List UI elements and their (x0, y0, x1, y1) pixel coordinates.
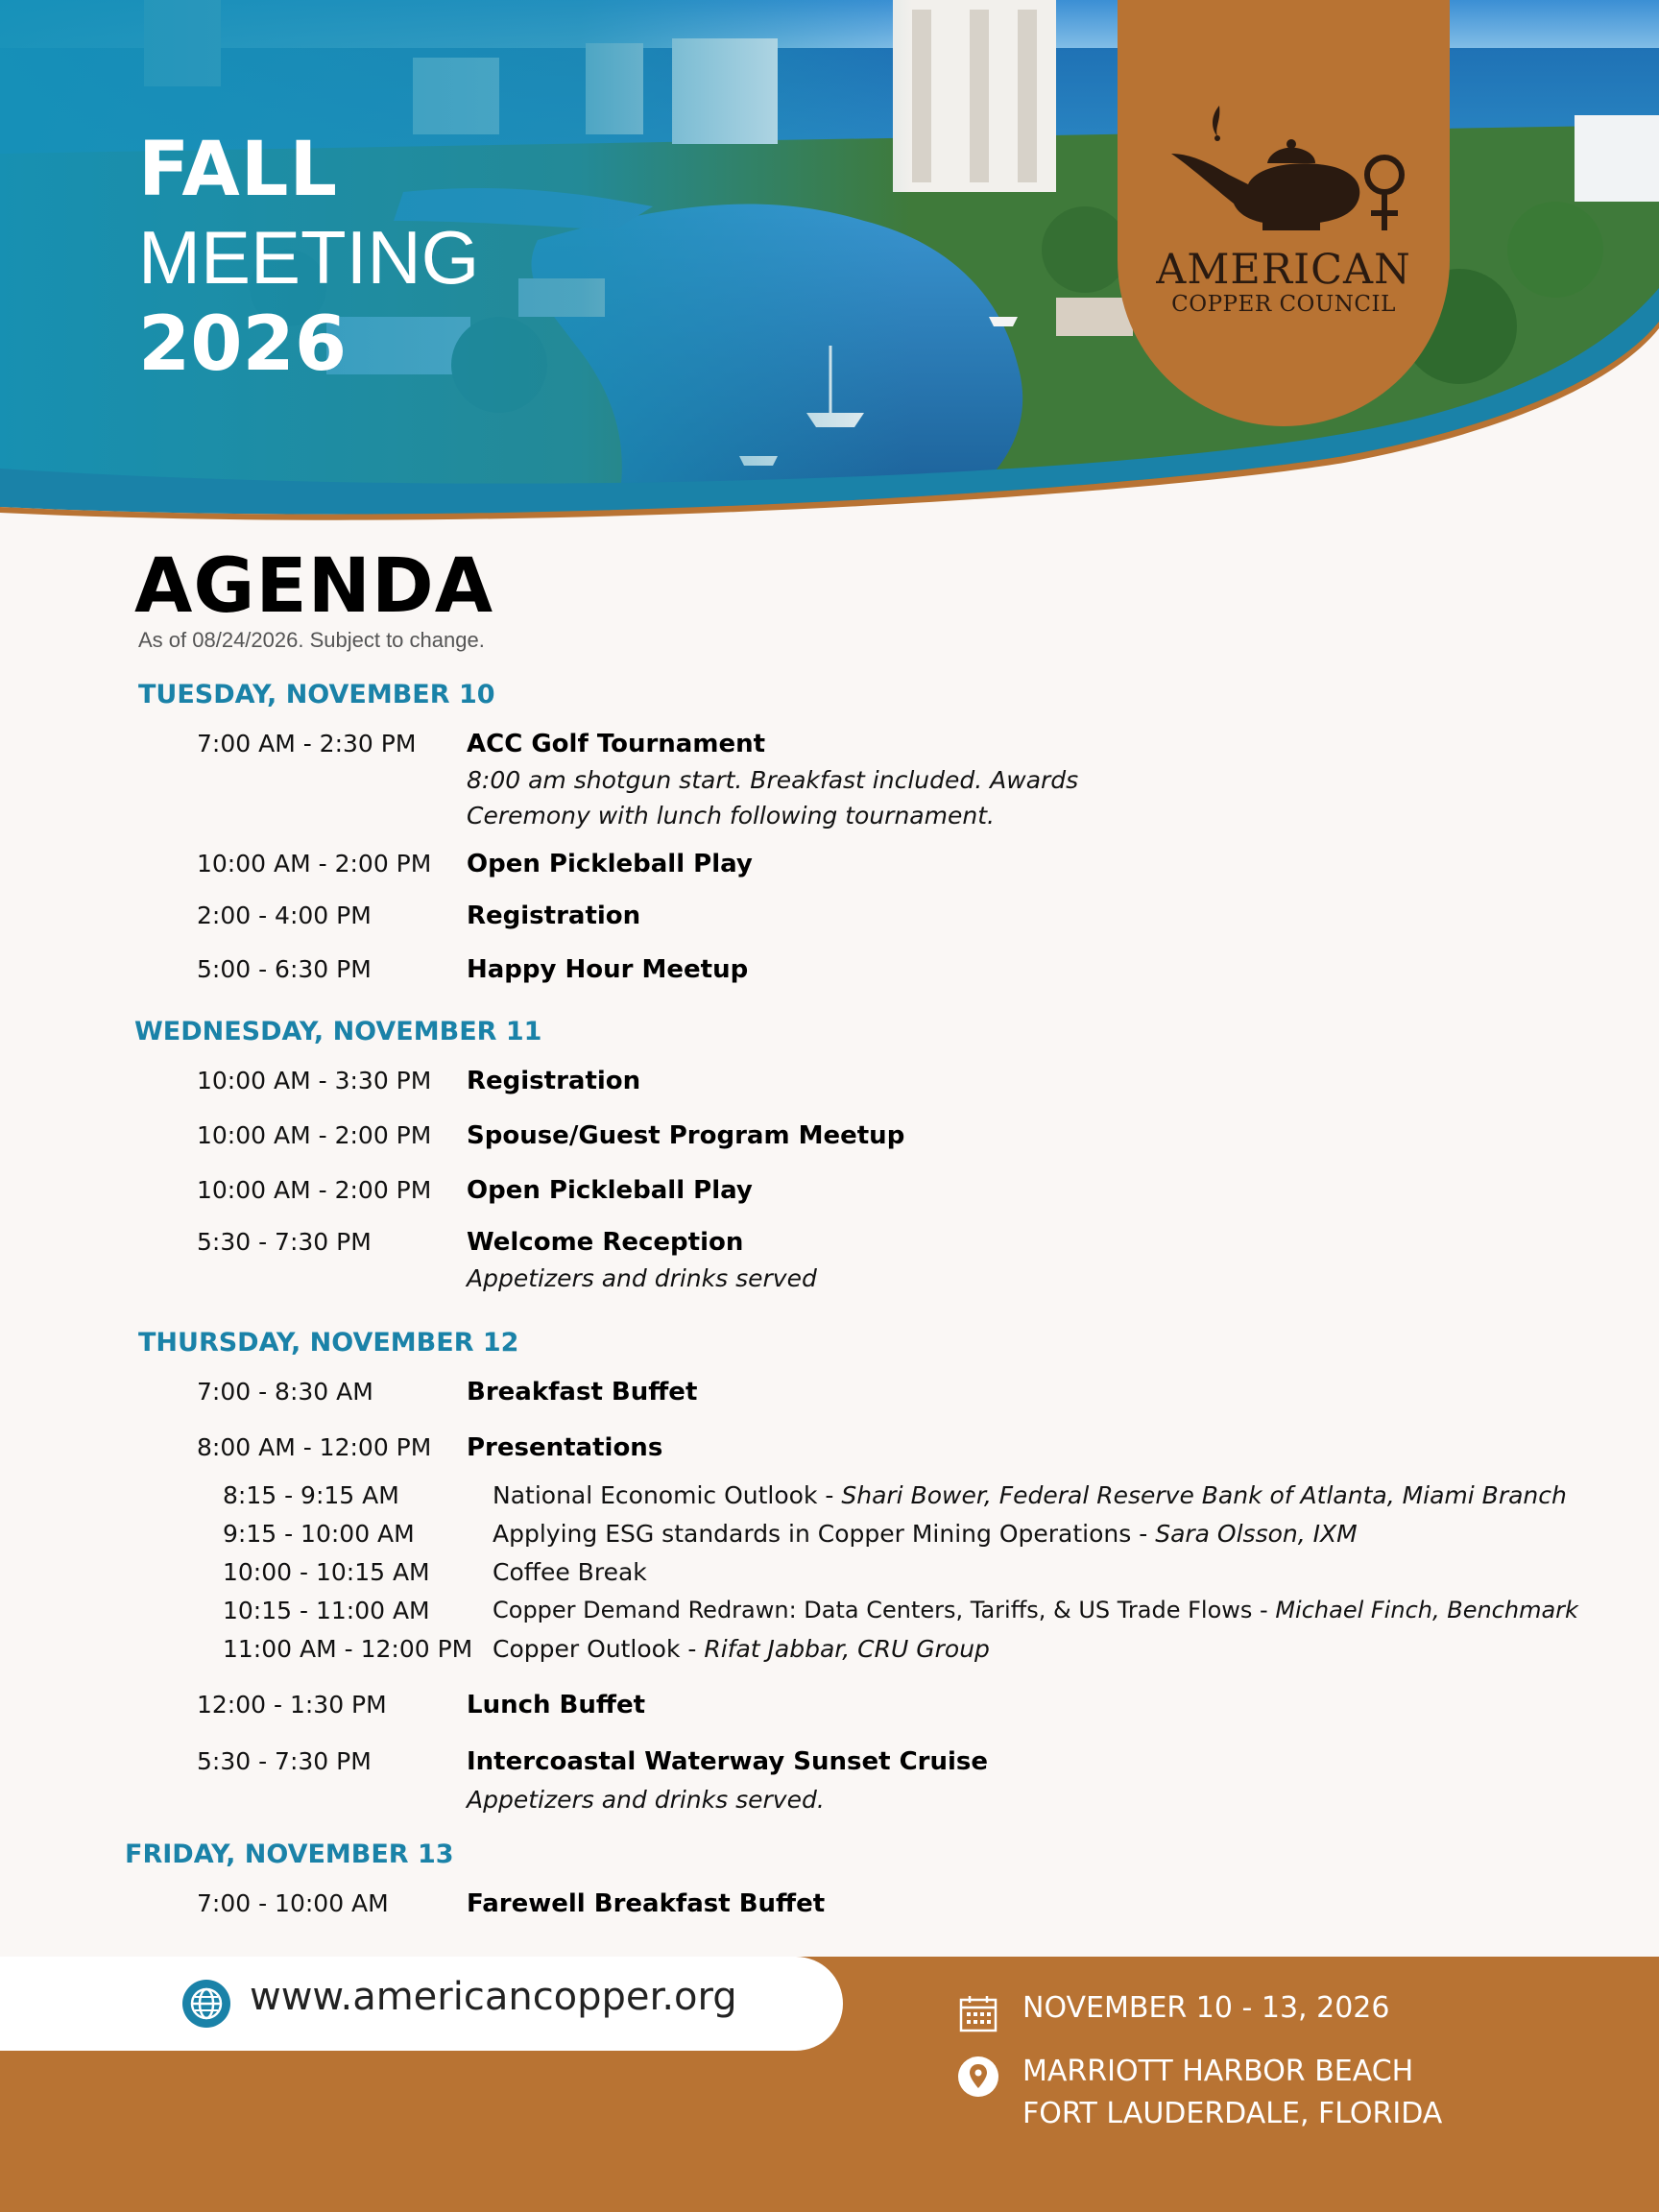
presentation-title (493, 1481, 1567, 1509)
event-title: Registration (467, 902, 641, 930)
event-title-year: 2026 (138, 301, 348, 388)
presentation-topic: Copper Outlook (493, 1635, 681, 1663)
presentation-topic: Coffee Break (493, 1558, 647, 1586)
logo-text-american: AMERICAN (1156, 246, 1411, 294)
event-title: Spouse/Guest Program Meetup (467, 1121, 905, 1150)
event-time: 5:30 - 7:30 PM (197, 1747, 372, 1775)
presentation-speaker: Michael Finch, Benchmark (1275, 1597, 1578, 1623)
event-dates: NOVEMBER 10 - 13, 2026 (1022, 1991, 1390, 2025)
presentation-time: 11:00 AM - 12:00 PM (223, 1635, 473, 1663)
calendar-icon (958, 1993, 998, 2033)
event-time: 10:00 AM - 2:00 PM (197, 1176, 432, 1204)
presentation-time: 9:15 - 10:00 AM (223, 1520, 415, 1548)
hero-banner (0, 0, 1659, 538)
presentation-separator: - (1252, 1597, 1276, 1623)
presentation-time: 10:15 - 11:00 AM (223, 1597, 430, 1624)
day-heading-tuesday: TUESDAY, NOVEMBER 10 (138, 680, 495, 709)
presentation-title (493, 1558, 647, 1586)
presentation-separator: - (680, 1635, 705, 1663)
event-time: 2:00 - 4:00 PM (197, 902, 372, 929)
event-title: Farewell Breakfast Buffet (467, 1889, 826, 1918)
event-title: Intercoastal Waterway Sunset Cruise (467, 1747, 989, 1776)
presentation-topic: National Economic Outlook (493, 1481, 818, 1509)
presentation-title (493, 1597, 1578, 1623)
event-title-meeting: MEETING (138, 215, 480, 300)
presentation-topic: Applying ESG standards in Copper Mining Operations (493, 1520, 1132, 1548)
agenda-note: As of 08/24/2026. Subject to change. (138, 628, 485, 652)
event-time: 5:00 - 6:30 PM (197, 955, 372, 983)
event-time: 10:00 AM - 2:00 PM (197, 1121, 432, 1149)
event-title: Lunch Buffet (467, 1691, 646, 1719)
presentation-time: 10:00 - 10:15 AM (223, 1558, 430, 1586)
event-title: Presentations (467, 1433, 663, 1462)
presentation-title (493, 1635, 990, 1663)
event-title: Open Pickleball Play (467, 1176, 753, 1205)
day-heading-wednesday: WEDNESDAY, NOVEMBER 11 (134, 1017, 542, 1046)
day-heading-thursday: THURSDAY, NOVEMBER 12 (138, 1328, 519, 1358)
event-time: 10:00 AM - 2:00 PM (197, 850, 432, 878)
presentation-speaker: Rifat Jabbar, CRU Group (704, 1635, 990, 1663)
presentation-title (493, 1520, 1358, 1548)
location-pin-icon (958, 2056, 998, 2097)
event-time: 5:30 - 7:30 PM (197, 1228, 372, 1256)
event-time: 8:00 AM - 12:00 PM (197, 1433, 432, 1461)
venue-name: MARRIOTT HARBOR BEACH (1022, 2055, 1414, 2088)
event-title: Breakfast Buffet (467, 1378, 698, 1407)
event-time: 7:00 AM - 2:30 PM (197, 730, 417, 757)
day-heading-friday: FRIDAY, NOVEMBER 13 (125, 1839, 454, 1869)
agenda-heading: AGENDA (134, 543, 494, 630)
event-title: Open Pickleball Play (467, 850, 753, 878)
event-time: 7:00 - 10:00 AM (197, 1889, 389, 1917)
event-title (138, 127, 479, 388)
logo-text-copper-council: COPPER COUNCIL (1171, 292, 1396, 317)
lamp-logo-icon (1162, 96, 1413, 240)
event-time: 12:00 - 1:30 PM (197, 1691, 387, 1719)
venue-city: FORT LAUDERDALE, FLORIDA (1022, 2097, 1443, 2130)
event-title-fall: FALL (138, 127, 339, 213)
event-time: 7:00 - 8:30 AM (197, 1378, 373, 1406)
event-description: Ceremony with lunch following tournament. (467, 802, 995, 830)
globe-icon (182, 1980, 230, 2028)
event-title: Welcome Reception (467, 1228, 744, 1257)
presentation-speaker: Sara Olsson, IXM (1155, 1520, 1358, 1548)
event-description: Appetizers and drinks served (467, 1264, 817, 1292)
event-title: Registration (467, 1067, 641, 1095)
presentation-separator: - (817, 1481, 842, 1509)
presentation-time: 8:15 - 9:15 AM (223, 1481, 399, 1509)
acc-logo-badge (1118, 0, 1450, 426)
website-link[interactable]: www.americancopper.org (250, 1975, 737, 2019)
event-title: ACC Golf Tournament (467, 730, 766, 758)
presentation-separator: - (1131, 1520, 1156, 1548)
presentation-speaker: Shari Bower, Federal Reserve Bank of Atlanta, Miami Branch (841, 1481, 1567, 1509)
presentation-topic: Copper Demand Redrawn: Data Centers, Tariffs, & US Trade Flows (493, 1597, 1253, 1623)
event-description: Appetizers and drinks served. (467, 1786, 825, 1814)
event-title: Happy Hour Meetup (467, 955, 749, 984)
event-time: 10:00 AM - 3:30 PM (197, 1067, 432, 1094)
event-description: 8:00 am shotgun start. Breakfast included. Awards (467, 766, 1079, 794)
